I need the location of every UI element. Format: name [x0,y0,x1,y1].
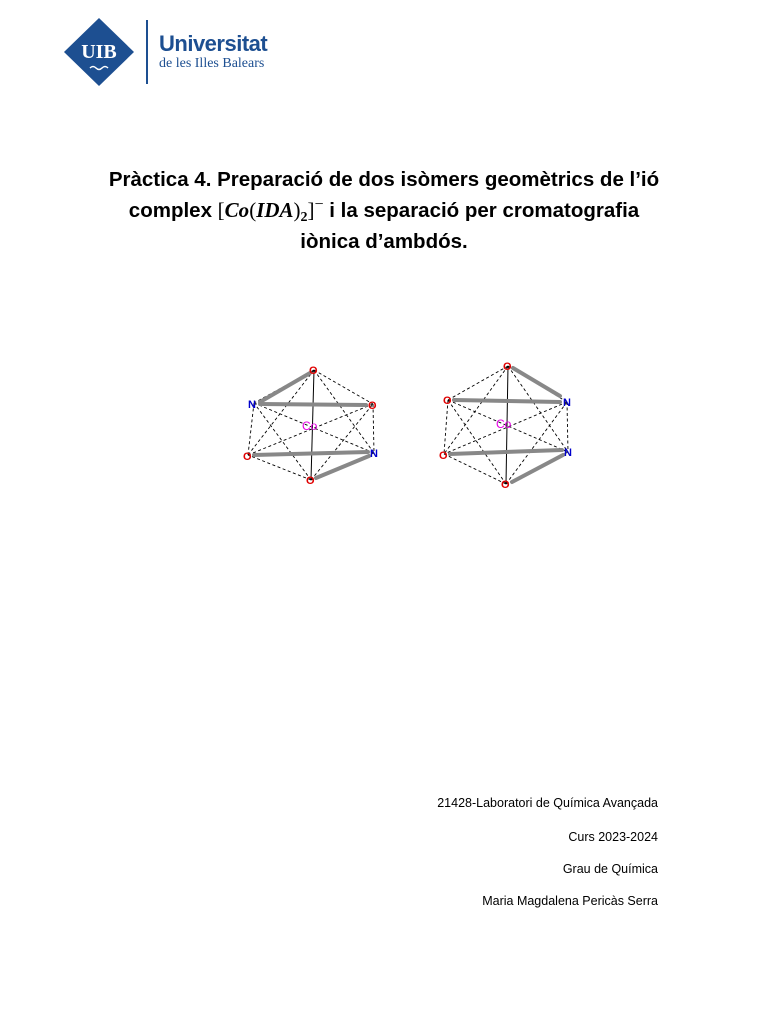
right-atom-label: N [564,447,572,459]
author-name: Maria Magdalena Pericàs Serra [482,894,658,908]
title-line-2-prefix: complex [128,199,212,222]
title-line-2 [90,195,678,226]
formula-close-paren: ) [293,198,301,222]
formula-open-paren: ( [249,198,257,222]
university-name: Universitat [159,31,268,56]
formula-open-bracket: [ [217,198,225,222]
right-atom-label: O [501,479,510,491]
right-atom-label: O [443,395,452,407]
left-cobalt-label: Co [302,419,318,433]
title-line-2-suffix: i la separació per cromatografia [329,199,640,222]
degree-name: Grau de Química [562,862,658,876]
logo-uib-text: UIB [81,41,117,63]
university-logo [64,18,294,88]
isomer-right-figure [432,356,582,496]
left-atom-label: O [306,475,315,487]
isomer-left-figure [236,356,386,496]
left-atom-label: N [370,448,378,460]
complex-formula [217,196,324,225]
academic-year: Curs 2023-2024 [568,830,658,844]
logo-divider [146,20,148,84]
right-atom-label: O [439,450,448,462]
title-line-1: Pràctica 4. Preparació de dos isòmers geomètrics de l’ió [108,168,660,191]
right-atom-label: N [563,397,571,409]
university-subtitle: de les Illes Balears [159,56,265,71]
left-atom-label: N [248,399,256,411]
formula-subscript: 2 [300,210,308,225]
course-code: 21428-Laboratori de Química Avançada [437,796,658,810]
right-atom-label: O [503,361,512,373]
formula-charge: − [314,196,324,213]
uib-diamond-icon [64,18,134,86]
formula-ligand: IDA [256,198,294,222]
left-atom-label: O [243,451,252,463]
left-atom-label: O [309,365,318,377]
left-atom-label: O [368,400,377,412]
document-title [90,164,678,257]
right-cobalt-label: Co [496,417,512,431]
title-line-3: iònica d’ambdós. [300,230,468,253]
formula-close-bracket: ] [307,198,315,222]
formula-cobalt: Co [224,198,250,222]
